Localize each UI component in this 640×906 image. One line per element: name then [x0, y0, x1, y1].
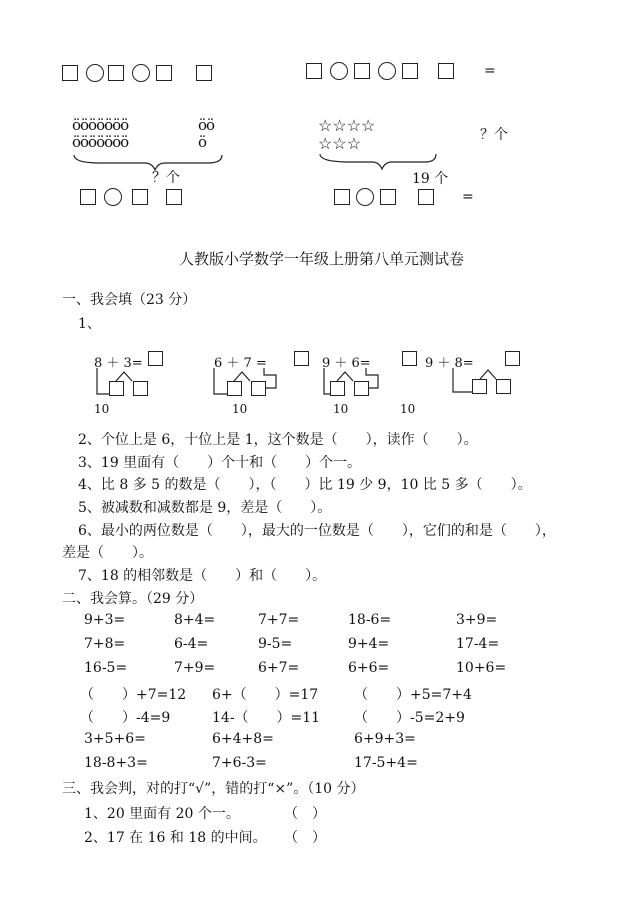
calc-item: 6-4=: [174, 636, 209, 652]
calc-item: 9+4=: [348, 636, 390, 652]
calc-item: 17-5+4=: [354, 755, 418, 771]
q2-text: 2、个位上是 6，十位上是 1，这个数是（ ），读作（ ）。: [78, 432, 478, 448]
apple-extra-row1: ӧӧ: [198, 116, 215, 134]
q6-text-cont: 差是（ ）。: [62, 545, 153, 561]
q6-text: 6、最小的两位数是（ ），最大的一位数是（ ），它们的和是（ ），: [78, 523, 556, 539]
calc-item: 18-8+3=: [84, 755, 148, 771]
calc-item: 6+6=: [348, 660, 390, 676]
calc-item: 18-6=: [348, 612, 392, 628]
calc-item: 10+6=: [456, 660, 507, 676]
split-expr-2: 6 ＋ 7 =: [214, 356, 267, 371]
q4-text: 4、比 8 多 5 的数是（ ），（ ）比 19 少 9，10 比 5 多（ ）。: [78, 477, 532, 493]
calc-item: 6+4+8=: [212, 731, 274, 747]
calc-item: 6+9+3=: [354, 731, 416, 747]
judge-q1: 1、20 里面有 20 个一。: [84, 806, 240, 822]
calc-item: 6+（ ）=17: [212, 687, 319, 703]
section3-heading: 三、我会判，对的打“√”，错的打“×”。（10 分）: [62, 781, 365, 797]
calc-item: 16-5=: [84, 660, 128, 676]
calc-item: （ ）-4=9: [80, 710, 171, 726]
split-ten-3: 10: [333, 402, 349, 416]
calc-item: 3+9=: [456, 612, 498, 628]
equals-sign: =: [462, 189, 474, 205]
unknown-count-right: ？个: [480, 127, 508, 143]
q1-label: 1、: [78, 316, 101, 332]
page-title: 人教版小学数学一年级上册第八单元测试卷: [179, 250, 465, 268]
calc-item: （ ）-5=2+9: [354, 710, 465, 726]
calc-item: 14-（ ）=11: [212, 710, 321, 726]
calc-item: （ ）+5=7+4: [354, 687, 472, 703]
unknown-count-left: ？个: [152, 170, 180, 186]
stars-row2: ☆☆☆: [318, 134, 362, 153]
q3-text: 3、19 里面有（ ）个十和（ ）个一。: [78, 455, 362, 471]
split-ten-4: 10: [400, 402, 416, 416]
calc-item: 8+4=: [174, 612, 216, 628]
q5-text: 5、被减数和减数都是 9，差是（ ）。: [78, 500, 332, 516]
calc-item: 17-4=: [456, 636, 500, 652]
calc-item: 9+3=: [84, 612, 126, 628]
calc-item: 3+5+6=: [84, 731, 146, 747]
calc-item: 7+9=: [174, 660, 216, 676]
calc-item: 9-5=: [258, 636, 293, 652]
section1-heading: 一、我会填（23 分）: [62, 292, 197, 308]
calc-item: 7+6-3=: [212, 755, 267, 771]
stars-row1: ☆☆☆☆: [318, 116, 376, 135]
split-ten-2: 10: [232, 402, 248, 416]
section2-heading: 二、我会算。（29 分）: [62, 591, 204, 607]
equals-sign: =: [484, 63, 496, 79]
judge-q1-answer[interactable]: （ ）: [284, 806, 326, 822]
calc-item: 6+7=: [258, 660, 300, 676]
split-ten-1: 10: [94, 402, 110, 416]
judge-q2-answer[interactable]: （ ）: [284, 830, 326, 846]
split-expr-4: 9 ＋ 8=: [425, 356, 474, 371]
judge-q2: 2、17 在 16 和 18 的中间。: [84, 830, 267, 846]
total-count-right: 19 个: [412, 171, 449, 187]
apple-group-row2: ӧӧӧӧӧӧӧ: [72, 133, 129, 151]
q7-text: 7、18 的相邻数是（ ）和（ ）。: [78, 568, 327, 584]
apple-extra-row2: ӧ: [198, 133, 207, 151]
calc-item: （ ）+7=12: [80, 687, 187, 703]
calc-item: 7+8=: [84, 636, 126, 652]
calc-item: 7+7=: [258, 612, 300, 628]
split-expr-1: 8 ＋ 3=: [94, 356, 143, 371]
split-expr-3: 9 ＋ 6=: [322, 356, 371, 371]
apple-group-row1: ӧӧӧӧӧӧӧ: [72, 116, 129, 134]
